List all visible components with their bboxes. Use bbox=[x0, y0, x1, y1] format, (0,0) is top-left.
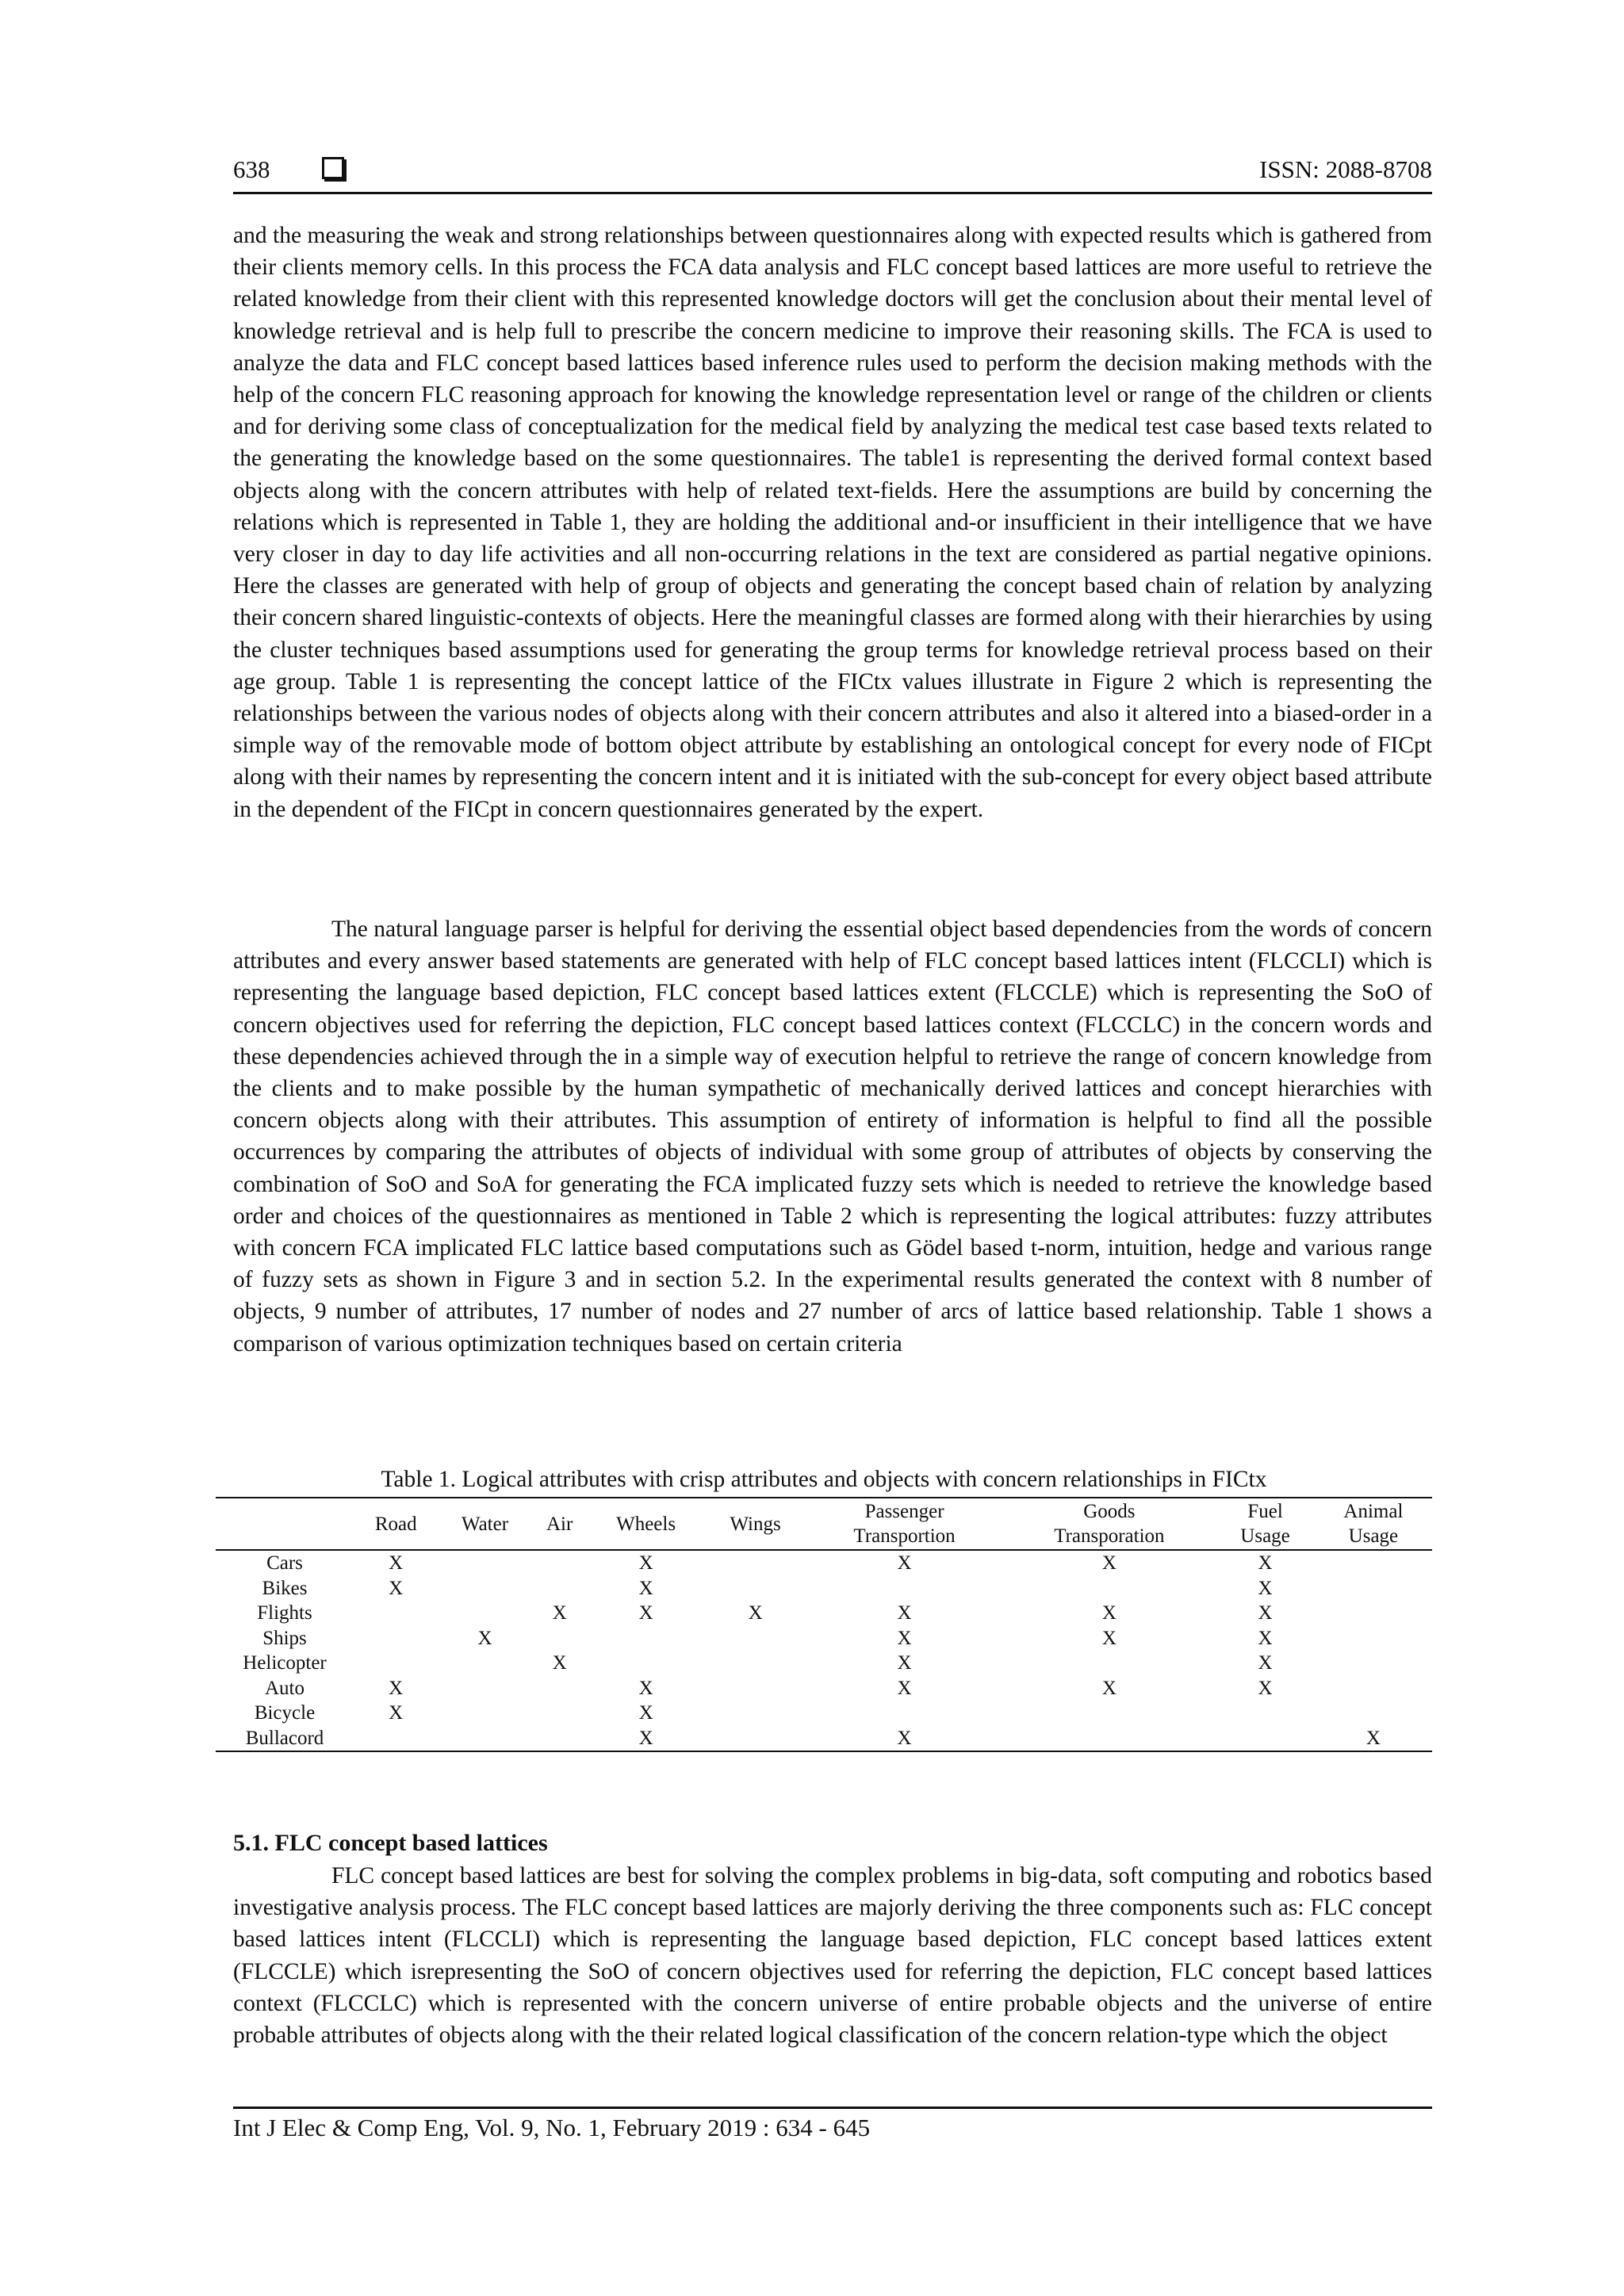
table-row bbox=[216, 1601, 1432, 1626]
table-cell bbox=[1216, 1701, 1315, 1726]
table-cell bbox=[354, 1726, 438, 1752]
table-cell: X bbox=[638, 1602, 653, 1624]
table-cell: X bbox=[552, 1602, 567, 1624]
table-cell: X bbox=[389, 1552, 404, 1575]
table-cell: X bbox=[897, 1552, 912, 1575]
context-table bbox=[216, 1497, 1432, 1752]
table-cell: X bbox=[897, 1727, 912, 1749]
table-row bbox=[216, 1726, 1432, 1752]
row-label: Auto bbox=[265, 1677, 304, 1699]
row-label: Bullacord bbox=[245, 1727, 324, 1749]
table-cell bbox=[705, 1550, 806, 1576]
table-cell: X bbox=[389, 1677, 404, 1699]
table-header-row bbox=[216, 1498, 1432, 1550]
table-cell bbox=[438, 1550, 531, 1576]
table-caption: Table 1. Logical attributes with crisp attributes and objects with concern relationships in FICtx bbox=[381, 1467, 1267, 1492]
journal-issn: ISSN: 2088-8708 bbox=[1259, 155, 1432, 183]
table-cell bbox=[705, 1701, 806, 1726]
table-1 bbox=[216, 1465, 1432, 1752]
table-cell: X bbox=[389, 1702, 404, 1724]
table-cell: X bbox=[638, 1702, 653, 1724]
table-cell bbox=[705, 1676, 806, 1701]
table-cell: X bbox=[1258, 1602, 1273, 1624]
col-header-animal: Animal Usage bbox=[1343, 1501, 1404, 1547]
body-paragraph-1: and the measuring the weak and strong relationships between questionnaires along with expected results which is gathered from their clients memory cells. In this process the FCA data analysis and FLC concept based lattices are more useful to retrieve the related knowledge from their client with this represented knowledge doctors will get the conclusion about their mental level of knowledge retrieval and is help full to prescribe the concern medicine to improve their reasoning skills. The FCA is used to analyze the data and FLC concept based lattices based inference rules used to perform the decision making methods with the help of the concern FLC reasoning approach for knowing the knowledge representation level or range of the children or clients and for deriving some class of conceptualization for the medical field by analyzing the medical test case based texts related to the generating the knowledge based on the some questionnaires. The table1 is representing the derived formal context based objects along with the concern attributes with help of related text-fields. Here the assumptions are build by concerning the relations which is represented in Table 1, they are holding the additional and-or insufficient in their intelligence that we have very closer in day to day life activities and all non-occurring relations in the text are considered as partial negative opinions. Here the classes are generated with help of group of objects and generating the concept based chain of relation by analyzing their concern shared linguistic-contexts of objects. Here the meaningful classes are formed along with their hierarchies by using the cluster techniques based assumptions used for generating the group terms for knowledge retrieval process based on their age group. Table 1 is representing the concept lattice of the FICtx values illustrate in Figure 2 which is representing the relationships between the various nodes of objects along with their concern attributes and also it altered into a biased-order in a simple way of the removable mode of bottom object attribute by establishing an ontological concept for every node of FICpt along with their names by representing the concern intent and it is initiated with the sub-concept for every object based attribute in the dependent of the FICpt in concern questionnaires generated by the expert. bbox=[233, 223, 1432, 822]
table-row bbox=[216, 1651, 1432, 1676]
header-rule bbox=[233, 192, 1432, 194]
table-cell bbox=[705, 1576, 806, 1601]
body-paragraph-3: FLC concept based lattices are best for solving the complex problems in big-data, soft computing and robotics based investigative analysis process. The FLC concept based lattices are majorly deriving the three components such as: FLC concept based lattices intent (FLCCLI) which is representing the language based depiction, FLC concept based lattices extent (FLCCLE) which isrepresenting the SoO of concern objectives used for referring the depiction, FLC concept based lattices context (FLCCLC) which is represented with the concern universe of entire probable objects and the universe of entire probable attributes of objects along with the their related logical classification of the concern relation-type which the object bbox=[233, 1863, 1432, 2049]
table-cell bbox=[1216, 1726, 1315, 1752]
table-cell bbox=[532, 1726, 588, 1752]
table-cell bbox=[806, 1576, 1003, 1601]
table-cell: X bbox=[638, 1577, 653, 1599]
table-cell: X bbox=[897, 1652, 912, 1674]
table-cell: X bbox=[1258, 1627, 1273, 1649]
table-row bbox=[216, 1701, 1432, 1726]
table-cell bbox=[532, 1701, 588, 1726]
table-cell bbox=[705, 1651, 806, 1676]
table-cell bbox=[438, 1676, 531, 1701]
table-cell bbox=[588, 1651, 705, 1676]
footer-rule bbox=[233, 2107, 1432, 2109]
col-header-road: Road bbox=[374, 1513, 417, 1535]
table-cell bbox=[532, 1550, 588, 1576]
col-header-passenger: Passenger Transportion bbox=[853, 1501, 956, 1547]
table-cell bbox=[705, 1626, 806, 1651]
table-row bbox=[216, 1676, 1432, 1701]
table-cell: X bbox=[638, 1552, 653, 1575]
table-cell bbox=[1315, 1676, 1432, 1701]
table-cell bbox=[1315, 1601, 1432, 1626]
table-row bbox=[216, 1550, 1432, 1576]
table-cell bbox=[354, 1651, 438, 1676]
table-header-blank bbox=[216, 1498, 354, 1550]
col-header-wings: Wings bbox=[730, 1513, 781, 1535]
table-cell bbox=[438, 1601, 531, 1626]
table-cell: X bbox=[748, 1602, 763, 1624]
table-cell bbox=[1003, 1651, 1216, 1676]
table-cell bbox=[438, 1576, 531, 1601]
table-cell bbox=[438, 1726, 531, 1752]
table-cell: X bbox=[1365, 1727, 1381, 1749]
row-label: Bikes bbox=[262, 1577, 308, 1599]
table-cell: X bbox=[1258, 1652, 1273, 1674]
table-cell bbox=[1003, 1701, 1216, 1726]
table-cell: X bbox=[477, 1627, 492, 1649]
table-cell: X bbox=[1258, 1552, 1273, 1575]
table-cell: X bbox=[1101, 1677, 1116, 1699]
table-cell: X bbox=[897, 1677, 912, 1699]
col-header-wheels: Wheels bbox=[616, 1513, 676, 1535]
col-header-goods: Goods Transporation bbox=[1054, 1501, 1165, 1547]
table-cell: X bbox=[638, 1677, 653, 1699]
table-cell bbox=[705, 1726, 806, 1752]
table-cell: X bbox=[1101, 1627, 1116, 1649]
table-cell: X bbox=[897, 1602, 912, 1624]
col-header-water: Water bbox=[461, 1513, 509, 1535]
table-body bbox=[216, 1550, 1432, 1751]
table-cell: X bbox=[1101, 1552, 1116, 1575]
table-cell bbox=[1003, 1576, 1216, 1601]
table-cell bbox=[1315, 1576, 1432, 1601]
table-cell: X bbox=[638, 1727, 653, 1749]
col-header-fuel: Fuel Usage bbox=[1240, 1501, 1290, 1547]
table-row bbox=[216, 1626, 1432, 1651]
table-cell: X bbox=[1101, 1602, 1116, 1624]
table-cell bbox=[438, 1651, 531, 1676]
table-cell bbox=[532, 1576, 588, 1601]
table-cell bbox=[588, 1626, 705, 1651]
section-heading: 5.1. FLC concept based lattices bbox=[233, 1830, 548, 1856]
col-header-air: Air bbox=[546, 1513, 573, 1535]
table-cell bbox=[438, 1701, 531, 1726]
table-cell: X bbox=[1258, 1577, 1273, 1599]
table-cell bbox=[1315, 1550, 1432, 1576]
row-label: Ships bbox=[262, 1627, 307, 1649]
table-cell: X bbox=[1258, 1677, 1273, 1699]
table-cell bbox=[354, 1626, 438, 1651]
row-label: Cars bbox=[266, 1552, 303, 1575]
table-cell bbox=[1315, 1651, 1432, 1676]
table-cell bbox=[806, 1701, 1003, 1726]
page-header bbox=[233, 155, 1432, 193]
page-footer: Int J Elec & Comp Eng, Vol. 9, No. 1, February 2019 : 634 - 645 bbox=[233, 2114, 871, 2141]
row-label: Bicycle bbox=[254, 1702, 316, 1724]
table-row bbox=[216, 1576, 1432, 1601]
table-cell: X bbox=[897, 1627, 912, 1649]
page-number: 638 bbox=[233, 155, 270, 183]
row-label: Flights bbox=[257, 1602, 312, 1624]
body-paragraph-2: The natural language parser is helpful for deriving the essential object based dependencies from the words of concern attributes and every answer based statements are generated with help of FLC concept based lattices intent (FLCCLI) which is representing the language based depiction, FLC concept based lattices extent (FLCCLE) which is representing the SoO of concern objectives used for referring the depiction, FLC concept based lattices context (FLCCLC) in the concern words and these dependencies achieved through the in a simple way of execution helpful to retrieve the range of concern knowledge from the clients and to make possible by the human sympathetic of mechanically derived lattices and concept hierarchies with concern objects along with their attributes. This assumption of entirety of information is helpful to find all the possible occurrences by comparing the attributes of objects of individual with some group of attributes of objects by conserving the combination of SoO and SoA for generating the FCA implicated fuzzy sets which is needed to retrieve the knowledge based order and choices of the questionnaires as mentioned in Table 2 which is representing the logical attributes: fuzzy attributes with concern FCA implicated FLC lattice based computations such as Gödel based t-norm, intuition, hedge and various range of fuzzy sets as shown in Figure 3 and in section 5.2. In the experimental results generated the context with 8 number of objects, 9 number of attributes, 17 number of nodes and 27 number of arcs of lattice based relationship. Table 1 shows a comparison of various optimization techniques based on certain criteria bbox=[233, 916, 1432, 1357]
table-cell bbox=[1315, 1626, 1432, 1651]
table-cell bbox=[532, 1676, 588, 1701]
table-cell bbox=[1003, 1726, 1216, 1752]
table-cell: X bbox=[552, 1652, 567, 1674]
table-cell bbox=[354, 1601, 438, 1626]
checkbox-square-icon bbox=[322, 157, 344, 179]
row-label: Helicopter bbox=[243, 1652, 327, 1674]
table-cell bbox=[532, 1626, 588, 1651]
table-cell: X bbox=[389, 1577, 404, 1599]
table-cell bbox=[1315, 1701, 1432, 1726]
